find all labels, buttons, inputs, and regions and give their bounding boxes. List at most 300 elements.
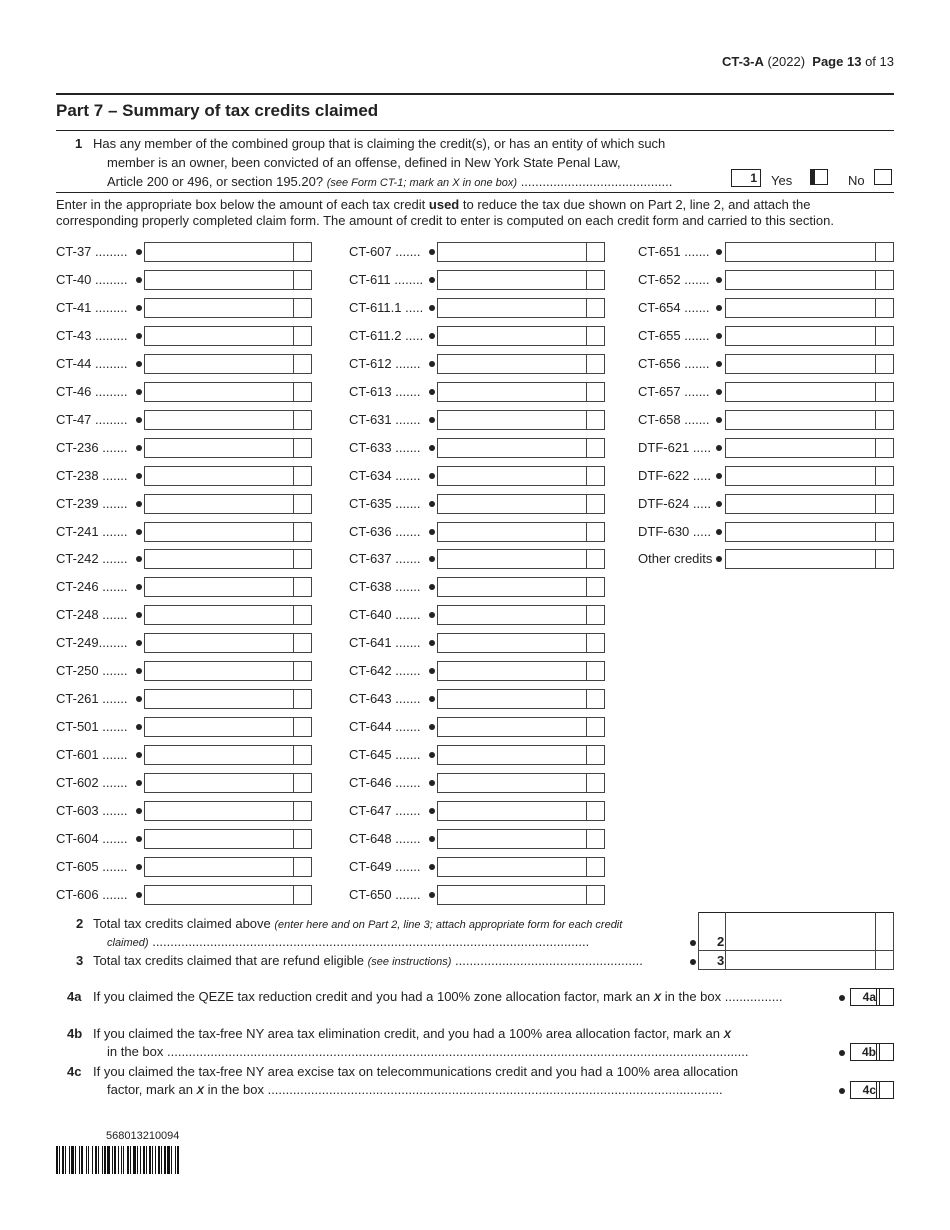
- bullet-icon: [429, 752, 435, 758]
- credit-row: [56, 410, 312, 430]
- barcode-bar: [88, 1146, 89, 1174]
- bullet-icon: [716, 417, 722, 423]
- credit-amount-input[interactable]: [144, 801, 312, 821]
- bullet-icon: [136, 249, 142, 255]
- form-id: CT-3-A: [721, 54, 764, 69]
- barcode-bar: [92, 1146, 93, 1174]
- credit-label: CT-605 .......: [56, 858, 128, 874]
- bullet-icon: [716, 361, 722, 367]
- credit-amount-input[interactable]: [437, 494, 605, 514]
- barcode-bar: [167, 1146, 170, 1174]
- credit-row: [56, 466, 312, 486]
- cents-cell: [293, 271, 311, 289]
- credit-label: CT-634 .......: [349, 467, 421, 483]
- line4c-number: 4c: [67, 1064, 82, 1079]
- q1-line3: [107, 172, 672, 193]
- bullet-icon: [136, 305, 142, 311]
- cents-cell: [586, 243, 604, 261]
- line4c-x: X: [196, 1085, 204, 1097]
- bullet-icon: [136, 640, 142, 646]
- line2-text: [93, 915, 622, 934]
- barcode-bar: [107, 1146, 110, 1174]
- credit-label: CT-649 .......: [349, 858, 421, 874]
- credit-amount-input[interactable]: [144, 689, 312, 709]
- top-rule: [56, 93, 894, 95]
- line2-number: 2: [76, 916, 84, 931]
- credit-label: CT-43 .........: [56, 327, 128, 343]
- bullet-icon: [429, 808, 435, 814]
- credit-label: CT-601 .......: [56, 747, 128, 763]
- cents-cell: [586, 662, 604, 680]
- credit-row: [56, 801, 312, 821]
- credit-amount-input[interactable]: [144, 661, 312, 681]
- q1-line-box: 1: [731, 169, 761, 187]
- credit-amount-input[interactable]: [725, 326, 894, 346]
- barcode-bar: [104, 1146, 106, 1174]
- line4a-x: X: [653, 992, 662, 1004]
- credit-row: [56, 633, 312, 653]
- bullet-icon: [716, 333, 722, 339]
- credit-amount-input[interactable]: [437, 326, 605, 346]
- cents-cell: [875, 550, 893, 568]
- part-title: Part 7 – Summary of tax credits claimed: [56, 101, 379, 120]
- credit-row: [56, 885, 312, 905]
- credit-amount-input[interactable]: [144, 354, 312, 374]
- yes-label: Yes: [771, 173, 793, 188]
- credit-row: [349, 689, 605, 709]
- credit-amount-input[interactable]: [437, 773, 605, 793]
- credit-label: DTF-622 .....: [638, 467, 711, 483]
- intro-bold: used: [428, 197, 460, 212]
- cents-cell: [586, 634, 604, 652]
- credit-label: CT-647 .......: [349, 803, 421, 818]
- credit-label: Other credits: [638, 551, 713, 567]
- bullet-icon: [716, 389, 722, 395]
- cents-cell: [293, 746, 311, 764]
- credit-amount-input[interactable]: [437, 270, 605, 290]
- credit-amount-input[interactable]: [725, 438, 894, 458]
- credit-amount-input[interactable]: [144, 857, 312, 877]
- line3-box-label: 3: [717, 953, 725, 968]
- cents-cell: [875, 383, 893, 401]
- credit-amount-input[interactable]: [437, 522, 605, 542]
- bullet-icon: [429, 612, 435, 618]
- credit-label: CT-655 .......: [638, 327, 710, 343]
- barcode-bar: [118, 1146, 119, 1174]
- credit-row: [349, 326, 605, 346]
- credit-label: DTF-624 .....: [638, 495, 711, 511]
- cents-cell: [586, 383, 604, 401]
- line4b-label: If you claimed the tax-free NY area tax elimination credit, and you had a 100% area allocation factor, mark an: [93, 1026, 720, 1041]
- bullet-icon: [136, 556, 142, 562]
- cents-cell: [293, 467, 311, 485]
- cents-cell: [586, 271, 604, 289]
- cents-cell: [586, 411, 604, 429]
- bullet-icon: [429, 473, 435, 479]
- cents-cell: [586, 355, 604, 373]
- barcode-bar: [158, 1146, 160, 1174]
- line4b-x: X: [723, 1029, 731, 1041]
- bullet-icon: [429, 696, 435, 702]
- credit-amount-input[interactable]: [437, 605, 605, 625]
- credit-amount-input[interactable]: [725, 242, 894, 262]
- credit-row: [56, 326, 312, 346]
- bullet-icon: [136, 389, 142, 395]
- credit-amount-input[interactable]: [437, 242, 605, 262]
- line4b-text: [93, 1025, 731, 1044]
- credit-label: CT-651 .......: [638, 244, 710, 259]
- credit-row: [349, 885, 605, 905]
- credit-amount-input[interactable]: [144, 633, 312, 653]
- credit-amount-input[interactable]: [437, 354, 605, 374]
- credit-label: CT-611.1 .....: [349, 299, 424, 315]
- cents-cell: [586, 606, 604, 624]
- cents-cell: [875, 411, 893, 429]
- line4a-bullet: [839, 995, 845, 1001]
- credit-label: DTF-621 .....: [638, 439, 711, 455]
- form-header: [722, 54, 894, 69]
- credit-amount-input[interactable]: [144, 605, 312, 625]
- cents-cell: [875, 495, 893, 513]
- credit-label: CT-238 .......: [56, 467, 128, 483]
- bullet-icon: [429, 892, 435, 898]
- credit-row: [56, 745, 312, 765]
- credit-label: CT-37 .........: [56, 244, 128, 259]
- line4c-checkbox[interactable]: [876, 1081, 894, 1099]
- cents-cell: [293, 523, 311, 541]
- credit-label: DTF-630 .....: [638, 523, 711, 539]
- credit-label: CT-611 ........: [349, 271, 424, 287]
- credit-label: CT-241 .......: [56, 523, 128, 539]
- bullet-icon: [716, 277, 722, 283]
- credit-row: [349, 745, 605, 765]
- bullet-icon: [429, 277, 435, 283]
- barcode-bar: [133, 1146, 136, 1174]
- credit-amount-input[interactable]: [437, 466, 605, 486]
- credit-label: CT-248 .......: [56, 607, 128, 623]
- barcode-bar: [155, 1146, 156, 1174]
- credit-amount-input[interactable]: [725, 549, 894, 569]
- instructions-text: [56, 197, 896, 229]
- line4b-checkbox[interactable]: [876, 1043, 894, 1061]
- credit-label: CT-640 .......: [349, 607, 421, 623]
- no-checkbox[interactable]: [874, 169, 892, 185]
- credit-label: CT-656 .......: [638, 355, 710, 371]
- credit-row: [56, 689, 312, 709]
- barcode-bar: [56, 1146, 58, 1174]
- barcode-bar: [81, 1146, 83, 1174]
- bullet-icon: [716, 249, 722, 255]
- bullet-icon: [429, 668, 435, 674]
- cents-cell: [586, 550, 604, 568]
- credit-label: CT-46 .........: [56, 383, 128, 399]
- credit-label: CT-648 .......: [349, 830, 421, 846]
- credit-amount-input[interactable]: [437, 689, 605, 709]
- cents-cell: [586, 718, 604, 736]
- cents-cell: [293, 634, 311, 652]
- credit-label: CT-40 .........: [56, 271, 128, 287]
- credit-label: CT-602 .......: [56, 775, 128, 791]
- credit-row: [638, 382, 894, 402]
- credit-label: CT-638 .......: [349, 579, 421, 595]
- line4c-line2: [107, 1081, 833, 1100]
- credit-row: [638, 494, 894, 514]
- credit-label: CT-239 .......: [56, 495, 128, 511]
- barcode-bar: [69, 1146, 70, 1174]
- line3-input[interactable]: [726, 952, 874, 970]
- credit-amount-input[interactable]: [437, 829, 605, 849]
- credit-label: CT-606 .......: [56, 886, 128, 902]
- credit-label: CT-654 .......: [638, 299, 710, 315]
- cents-cell: [586, 886, 604, 904]
- cents-cell: [586, 495, 604, 513]
- credit-amount-input[interactable]: [144, 410, 312, 430]
- bullet-icon: [429, 556, 435, 562]
- form-year: (2022): [767, 54, 806, 69]
- credit-amount-input[interactable]: [725, 522, 894, 542]
- cents-cell: [586, 467, 604, 485]
- barcode-bar: [79, 1146, 80, 1174]
- bullet-icon: [136, 696, 142, 702]
- credit-label: CT-645 .......: [349, 747, 421, 763]
- credit-label: CT-644 .......: [349, 719, 421, 735]
- credit-row: [56, 717, 312, 737]
- credit-row: [349, 298, 605, 318]
- credit-amount-input[interactable]: [437, 661, 605, 681]
- page-total: of 13: [865, 54, 894, 69]
- credit-amount-input[interactable]: [437, 885, 605, 905]
- credit-amount-input[interactable]: [437, 298, 605, 318]
- credit-label: CT-261 .......: [56, 691, 128, 707]
- credit-amount-input[interactable]: [144, 577, 312, 597]
- credit-row: [638, 270, 894, 290]
- credit-row: [56, 661, 312, 681]
- line3-dots: ....................................................: [455, 953, 643, 968]
- line4c-dots: ..............................................................................................................................: [267, 1082, 723, 1097]
- bullet-icon: [429, 249, 435, 255]
- cents-cell: [586, 578, 604, 596]
- credit-amount-input[interactable]: [144, 494, 312, 514]
- credit-amount-input[interactable]: [437, 382, 605, 402]
- credit-row: [349, 801, 605, 821]
- credit-amount-input[interactable]: [437, 549, 605, 569]
- credit-label: CT-637 .......: [349, 551, 421, 567]
- credit-row: [638, 410, 894, 430]
- line4c-line2b: in the box: [207, 1082, 264, 1097]
- bullet-icon: [429, 445, 435, 451]
- barcode-bar: [171, 1146, 172, 1174]
- bullet-icon: [429, 389, 435, 395]
- credit-row: [349, 494, 605, 514]
- bullet-icon: [136, 584, 142, 590]
- credit-amount-input[interactable]: [437, 438, 605, 458]
- credit-row: [56, 829, 312, 849]
- line4c-text: If you claimed the tax-free NY area excise tax on telecommunications credit and you had a 100% area allocation: [93, 1064, 739, 1079]
- bullet-icon: [136, 892, 142, 898]
- credit-amount-input[interactable]: [725, 354, 894, 374]
- barcode-bar: [114, 1146, 116, 1174]
- credit-row: [349, 242, 605, 262]
- credit-label: CT-641 .......: [349, 635, 421, 651]
- cents-cell: [875, 523, 893, 541]
- cents-cell: [875, 439, 893, 457]
- credit-row: [56, 298, 312, 318]
- credit-label: CT-650 .......: [349, 886, 421, 902]
- line4c-box[interactable]: 4c: [850, 1081, 880, 1099]
- credit-amount-input[interactable]: [725, 410, 894, 430]
- cents-cell: [293, 662, 311, 680]
- cents-cell: [586, 439, 604, 457]
- credit-amount-input[interactable]: [725, 494, 894, 514]
- credit-row: [56, 605, 312, 625]
- credit-amount-input[interactable]: [144, 522, 312, 542]
- credit-row: [638, 242, 894, 262]
- line2-italic: (enter here and on Part 2, line 3; attach appropriate form for each credit: [274, 919, 623, 931]
- credit-amount-input[interactable]: [725, 270, 894, 290]
- line4b-line2-text: in the box: [107, 1044, 164, 1059]
- credit-amount-input[interactable]: [144, 745, 312, 765]
- credit-amount-input[interactable]: [725, 298, 894, 318]
- credit-amount-input[interactable]: [144, 270, 312, 290]
- credit-amount-input[interactable]: [144, 829, 312, 849]
- bullet-icon: [136, 333, 142, 339]
- credit-label: CT-612 .......: [349, 355, 421, 371]
- barcode-bar: [71, 1146, 74, 1174]
- credit-amount-input[interactable]: [144, 885, 312, 905]
- no-label: No: [848, 173, 865, 188]
- line4b-line2: [107, 1043, 833, 1061]
- credit-amount-input[interactable]: [144, 466, 312, 486]
- credit-amount-input[interactable]: [437, 717, 605, 737]
- credit-amount-input[interactable]: [437, 410, 605, 430]
- cents-cell: [875, 327, 893, 345]
- barcode-bar: [123, 1146, 124, 1174]
- credit-row: [349, 605, 605, 625]
- credit-amount-input[interactable]: [437, 857, 605, 877]
- credit-amount-input[interactable]: [144, 242, 312, 262]
- credit-amount-input[interactable]: [437, 745, 605, 765]
- line4b-box[interactable]: 4b: [850, 1043, 880, 1061]
- credit-row: [638, 549, 894, 569]
- cents-cell: [293, 886, 311, 904]
- credit-amount-input[interactable]: [725, 382, 894, 402]
- line4a-dots: ................: [724, 989, 783, 1004]
- q1-line2: member is an owner, been convicted of an offense, defined in New York State Penal Law,: [107, 155, 621, 170]
- credit-label: CT-249........: [56, 635, 128, 651]
- credit-amount-input[interactable]: [144, 382, 312, 402]
- bullet-icon: [136, 361, 142, 367]
- cents-cell: [293, 383, 311, 401]
- barcode-bar: [152, 1146, 153, 1174]
- line4c-line2a: factor, mark an: [107, 1082, 193, 1097]
- cents-cell: [293, 774, 311, 792]
- q1-line1: Has any member of the combined group that is claiming the credit(s), or has an entity of which such: [93, 136, 666, 151]
- barcode-bar: [161, 1146, 162, 1174]
- cents-cell: [293, 299, 311, 317]
- line4a-label: If you claimed the QEZE tax reduction credit and you had a 100% zone allocation factor, mark an: [93, 989, 651, 1004]
- bullet-icon: [136, 808, 142, 814]
- credit-amount-input[interactable]: [144, 773, 312, 793]
- credit-label: CT-658 .......: [638, 411, 710, 427]
- credit-amount-input[interactable]: [144, 438, 312, 458]
- credit-label: CT-643 .......: [349, 691, 421, 707]
- credit-label: CT-242 .......: [56, 551, 128, 567]
- cents-cell: [586, 327, 604, 345]
- credit-label: CT-47 .........: [56, 411, 128, 427]
- credit-amount-input[interactable]: [144, 326, 312, 346]
- credit-amount-input[interactable]: [437, 801, 605, 821]
- bullet-icon: [136, 417, 142, 423]
- credit-amount-input[interactable]: [144, 717, 312, 737]
- credit-amount-input[interactable]: [437, 633, 605, 653]
- barcode-bar: [75, 1146, 76, 1174]
- cents-cell: [586, 746, 604, 764]
- credit-label: CT-652 .......: [638, 271, 710, 287]
- cents-cell: [586, 774, 604, 792]
- barcode-bar: [59, 1146, 60, 1174]
- credit-row: [638, 354, 894, 374]
- barcode-bar: [65, 1146, 66, 1174]
- bullet-icon: [429, 417, 435, 423]
- credit-row: [349, 829, 605, 849]
- cents-cell: [293, 550, 311, 568]
- credit-row: [56, 354, 312, 374]
- bullet-icon: [716, 501, 722, 507]
- line3-text: [93, 952, 643, 971]
- credit-label: CT-657 .......: [638, 383, 710, 399]
- line2-input[interactable]: [726, 933, 874, 951]
- bullet-icon: [429, 724, 435, 730]
- barcode-bar: [130, 1146, 131, 1174]
- line4a-checkbox[interactable]: [876, 988, 894, 1006]
- cents-cell: [875, 299, 893, 317]
- cents-cell: [293, 439, 311, 457]
- credit-row: [56, 382, 312, 402]
- credit-row: [349, 382, 605, 402]
- barcode-bar: [98, 1146, 99, 1174]
- credit-amount-input[interactable]: [725, 466, 894, 486]
- credit-row: [349, 549, 605, 569]
- barcode-bar: [112, 1146, 113, 1174]
- credit-label: CT-635 .......: [349, 495, 421, 511]
- line4b-dots: .................................................................................................................................................................: [167, 1044, 749, 1059]
- line2-bullet: [690, 940, 696, 946]
- credit-amount-input[interactable]: [437, 577, 605, 597]
- bullet-icon: [716, 445, 722, 451]
- bullet-icon: [136, 724, 142, 730]
- q1-number: 1: [75, 136, 83, 151]
- line4a-box[interactable]: 4a: [850, 988, 880, 1006]
- line2-dots: .........................................................................................................................: [152, 934, 590, 949]
- credit-amount-input[interactable]: [144, 549, 312, 569]
- line2-line2: [107, 933, 687, 952]
- credit-row: [56, 242, 312, 262]
- credit-row: [349, 661, 605, 681]
- cents-cell: [293, 355, 311, 373]
- credit-row: [56, 270, 312, 290]
- credit-label: CT-631 .......: [349, 411, 421, 427]
- yes-checkbox[interactable]: [810, 169, 828, 185]
- credit-row: [349, 410, 605, 430]
- bullet-icon: [136, 529, 142, 535]
- barcode-bar: [127, 1146, 129, 1174]
- bullet-icon: [429, 529, 435, 535]
- page-number: 13: [846, 54, 862, 69]
- credit-row: [349, 354, 605, 374]
- credit-row: [56, 549, 312, 569]
- credit-amount-input[interactable]: [144, 298, 312, 318]
- credit-label: CT-646 .......: [349, 775, 421, 791]
